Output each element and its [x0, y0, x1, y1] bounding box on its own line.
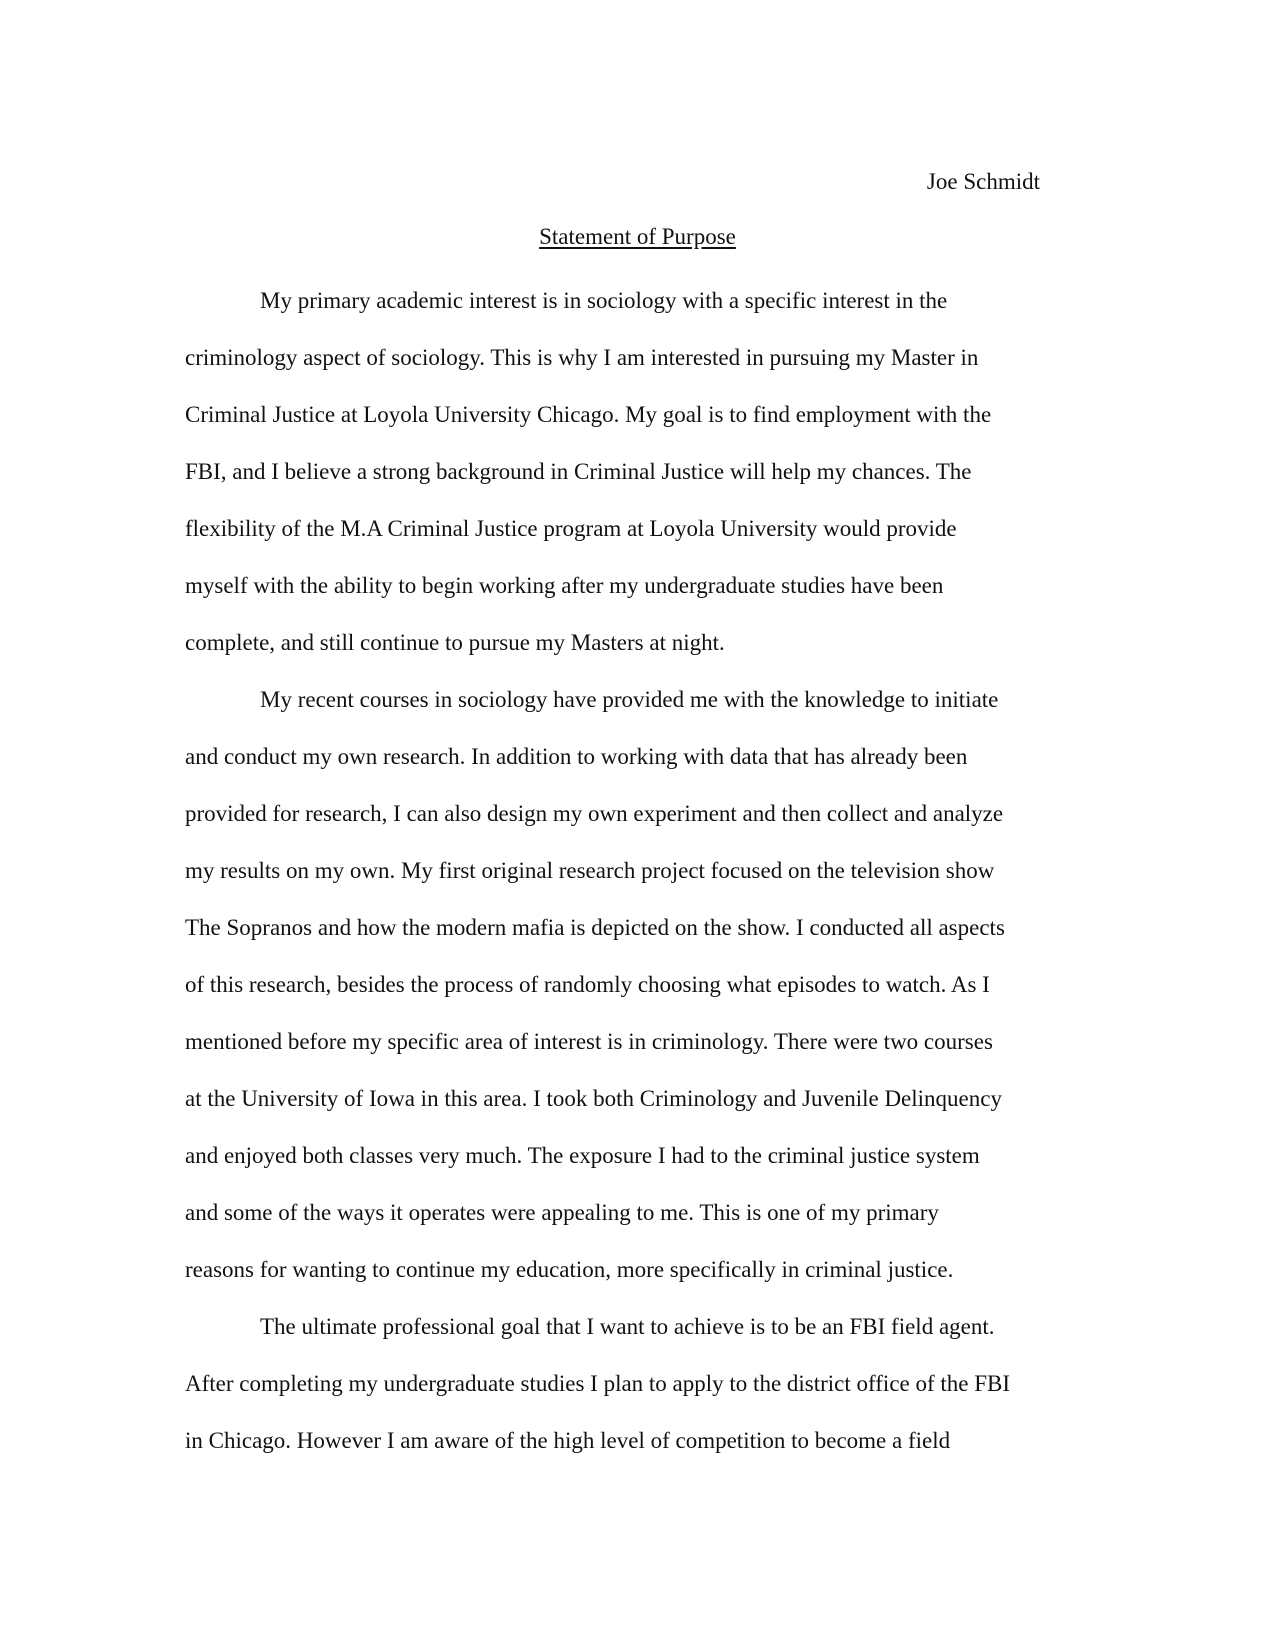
text-line: criminology aspect of sociology. This is why I am interested in pursuing my Master in — [185, 345, 979, 370]
text-line: at the University of Iowa in this area. I took both Criminology and Juvenile Delinquency — [185, 1086, 1002, 1111]
text-line: myself with the ability to begin working after my undergraduate studies have been — [185, 573, 944, 598]
author-name: Joe Schmidt — [926, 169, 1040, 194]
page-title — [0, 223, 1275, 251]
text-line: The Sopranos and how the modern mafia is depicted on the show. I conducted all aspects — [185, 915, 1005, 940]
text-line: FBI, and I believe a strong background in Criminal Justice will help my chances. The — [185, 459, 972, 484]
text-line: After completing my undergraduate studies I plan to apply to the district office of the FBI — [185, 1371, 1011, 1396]
text-line: My recent courses in sociology have provided me with the knowledge to initiate — [260, 687, 999, 712]
text-line: Criminal Justice at Loyola University Chicago. My goal is to find employment with the — [185, 402, 992, 427]
text-line: The ultimate professional goal that I want to achieve is to be an FBI field agent. — [260, 1314, 995, 1339]
text-line: mentioned before my specific area of interest is in criminology. There were two courses — [185, 1029, 993, 1054]
text-line: complete, and still continue to pursue my Masters at night. — [185, 630, 725, 655]
text-line: and conduct my own research. In addition to working with data that has already been — [185, 744, 968, 769]
text-line: My primary academic interest is in sociology with a specific interest in the — [260, 288, 948, 313]
text-line: and some of the ways it operates were appealing to me. This is one of my primary — [185, 1200, 939, 1225]
text-line: flexibility of the M.A Criminal Justice program at Loyola University would provide — [185, 516, 957, 541]
text-line: of this research, besides the process of randomly choosing what episodes to watch. As I — [185, 972, 990, 997]
text-line: my results on my own. My first original research project focused on the television show — [185, 858, 995, 883]
text-line: provided for research, I can also design my own experiment and then collect and analyze — [185, 801, 1004, 826]
text-line: reasons for wanting to continue my education, more specifically in criminal justice. — [185, 1257, 954, 1282]
document-body — [185, 272, 1085, 1469]
text-line: and enjoyed both classes very much. The exposure I had to the criminal justice system — [185, 1143, 980, 1168]
page-title-text: Statement of Purpose — [539, 224, 736, 249]
text-line: in Chicago. However I am aware of the high level of competition to become a field — [185, 1428, 951, 1453]
